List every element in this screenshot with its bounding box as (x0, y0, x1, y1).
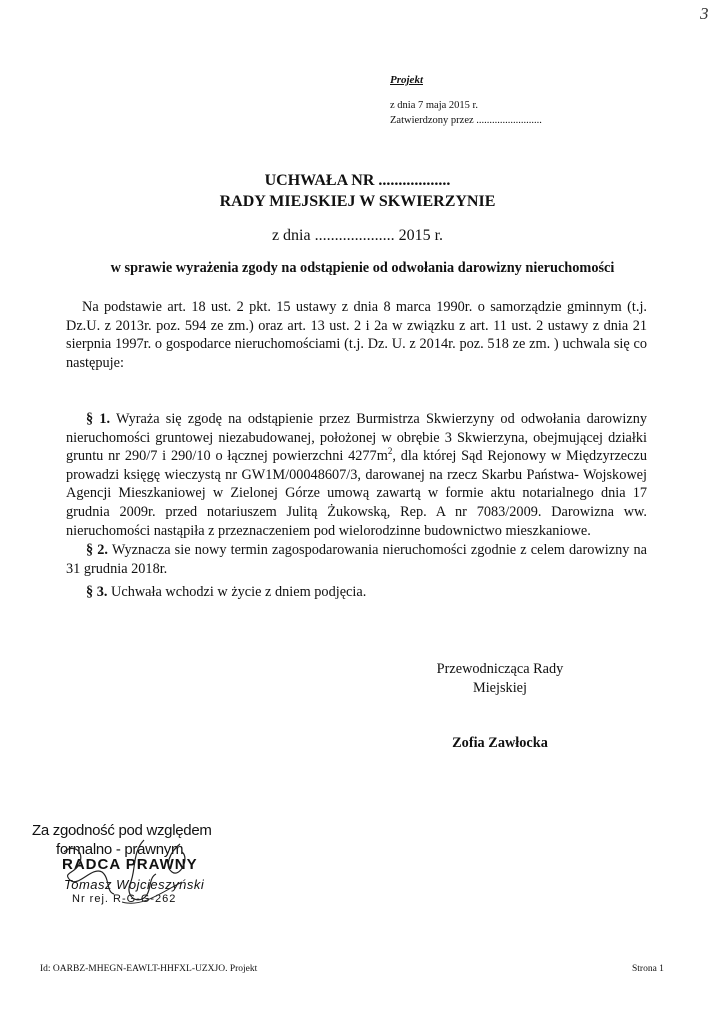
stamp-line-1: Za zgodność pod względem (32, 822, 212, 839)
section-2-label: § 2. (86, 542, 109, 558)
stamp-line-5: Nr rej. R-G-G-262 (72, 893, 177, 905)
document-id-footer: Id: OARBZ-MHEGN-EAWLT-HHFXL-UZXJO. Projekt (40, 964, 258, 974)
stamp-line-2: formalno - prawnym (56, 841, 184, 858)
section-2-paragraph (66, 541, 647, 578)
resolution-number-title: UCHWAŁA NR .................. (264, 172, 451, 189)
resolution-date: z dnia .................... 2015 r. (271, 227, 444, 244)
section-1-text-a: Wyraża się zgodę na odstąpienie przez Burmistrza Skwierzyny od odwołania darowizny nieruchomości gruntowej niezabudowanej, położonej w obrębie 3 Skwierzyna, obejmującej działki gruntu nr 290/7 i 290/10 o łącznej powierzchni 4277m (66, 411, 647, 465)
stamp-line-3: RADCA PRAWNY (62, 856, 198, 873)
council-name-title: RADY MIEJSKIEJ W SKWIERZYNIE (219, 193, 496, 210)
section-3-text: Uchwała wchodzi w życie z dniem podjęcia. (107, 584, 367, 600)
section-1-label: § 1. (86, 411, 111, 427)
resolution-subject: w sprawie wyrażenia zgody na odstąpienie od odwołania darowizny nieruchomości (110, 260, 615, 276)
signatory-role-line-1: Przewodnicząca Rady (436, 661, 564, 677)
signatory-role (400, 660, 600, 697)
section-3-paragraph (66, 583, 647, 602)
projekt-label: Projekt (390, 74, 423, 86)
section-1-paragraph (66, 410, 647, 540)
draft-date: z dnia 7 maja 2015 r. (390, 100, 479, 111)
legal-approval-stamp (32, 822, 262, 914)
section-2-text: Wyznacza sie nowy termin zagospodarowania nieruchomości zgodnie z celem darowizny na 31 grudnia 2018r. (66, 542, 647, 577)
handwritten-page-number: 3 (700, 4, 709, 23)
page-number-footer: Strona 1 (632, 964, 664, 974)
section-3-label: § 3. (86, 584, 108, 600)
approved-by-line: Zatwierdzony przez ......................... (390, 115, 542, 126)
area-unit-superscript: 2 (387, 446, 393, 457)
signatory-role-line-2: Miejskiej (472, 679, 527, 696)
draft-meta (390, 98, 542, 128)
stamp-line-4: Tomasz Wojcieszyński (64, 877, 205, 892)
handwritten-signature-icon (32, 822, 262, 914)
section-1-text-b: , dla której Sąd Rejonowy w Międzyrzeczu prowadzi księgę wieczystą nr GW1M/00048607/3, darowanej na rzecz Skarbu Państwa- Wojskowej Agencji Mieszkaniowej w Zielonej Górze umową zawartą w formie aktu notarialnego dnia 17 grudnia 2009r. przed notariuszem Julitą Żukowską, Rep. A nr 7083/2009. Darowizna ww. nieruchomości nastąpiła z przeznaczeniem pod wielorodzinne budownictwo mieszkaniowe. (66, 448, 647, 539)
preamble-paragraph: Na podstawie art. 18 ust. 2 pkt. 15 ustawy z dnia 8 marca 1990r. o samorządzie gminnym (t.j. Dz.U. z 2013r. poz. 594 ze zm.) oraz art. 13 ust. 2 i 2a w związku z art. 11 ust. 2 ustawy z dnia 21 sierpnia 1997r. o gospodarce nieruchomościami (t.j. Dz. U. z 2014r. poz. 518 ze zm. ) uchwala się co następuje: (66, 299, 647, 371)
signatory-name: Zofia Zawłocka (452, 735, 548, 751)
